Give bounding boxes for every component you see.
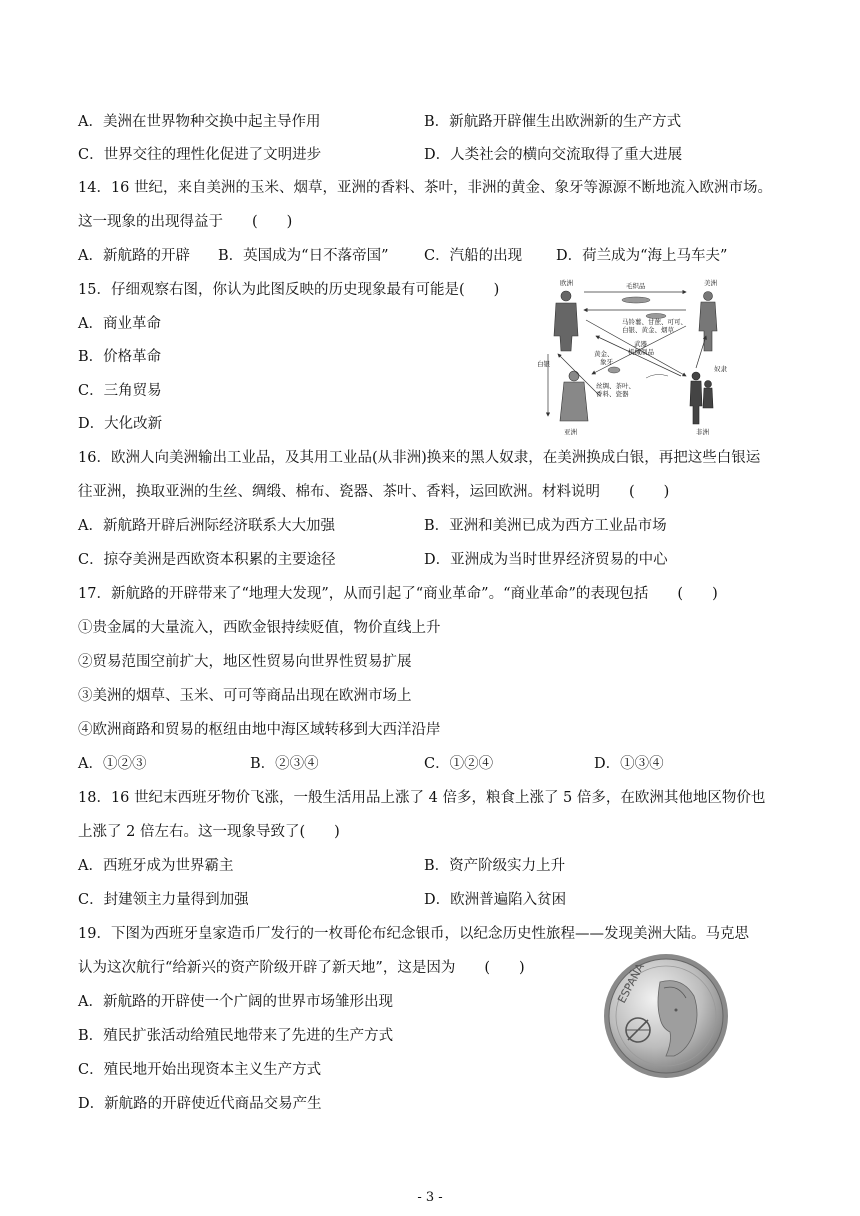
- q17-statement-2: ②贸易范围空前扩大，地区性贸易向世界性贸易扩展: [78, 654, 412, 670]
- q16-option-b: B．亚洲和美洲已成为西方工业品市场: [424, 518, 667, 534]
- fig-label-gold-ivory: 黄金、: [594, 350, 614, 358]
- q18-option-c: C．封建领主力量得到加强: [78, 892, 249, 908]
- q13-option-b: B．新航路开辟催生出欧洲新的生产方式: [424, 114, 682, 130]
- coin-inscription: ESPAÑA: [615, 961, 647, 1006]
- q16-option-d: D．亚洲成为当时世界经济贸易的中心: [424, 552, 668, 568]
- q14-option-d: D．荷兰成为“海上马车夫”: [556, 248, 728, 264]
- columbus-coin-image: [602, 952, 730, 1080]
- q19-option-c: C．殖民地开始出现资本主义生产方式: [78, 1062, 322, 1078]
- q19-stem-line2: 认为这次航行“给新兴的资产阶级开辟了新天地”，这是因为 ( ): [78, 960, 525, 976]
- fig-label-asia-goods2: 香料、瓷器: [596, 390, 629, 398]
- q15-option-c: C．三角贸易: [78, 383, 162, 399]
- fig-label-asia: 亚洲: [564, 428, 577, 436]
- page-number: - 3 -: [417, 1190, 443, 1205]
- triangle-trade-figure: [536, 276, 731, 436]
- q14-option-a: A．新航路的开辟: [78, 248, 190, 264]
- coin-icon: [602, 952, 730, 1080]
- q16-option-a: A．新航路开辟后洲际经济联系大大加强: [78, 518, 335, 534]
- fig-label-africa: 非洲: [696, 428, 709, 436]
- q18-stem-line2: 上涨了 2 倍左右。这一现象导致了( ): [78, 824, 340, 840]
- europe-figure-icon: [554, 291, 578, 351]
- fig-label-weapons: 武器: [634, 340, 647, 348]
- q19-option-a: A．新航路的开辟使一个广阔的世界市场雏形出现: [78, 994, 393, 1010]
- q14-stem-line2: 这一现象的出现得益于 ( ): [78, 214, 293, 230]
- q19-option-b: B．殖民扩张活动给殖民地带来了先进的生产方式: [78, 1028, 394, 1044]
- q19-option-d: D．新航路的开辟使近代商品交易产生: [78, 1096, 322, 1112]
- asia-figure-icon: [560, 371, 588, 421]
- q18-option-a: A．西班牙成为世界霸主: [78, 858, 234, 874]
- q17-statement-3: ③美洲的烟草、玉米、可可等商品出现在欧洲市场上: [78, 688, 412, 704]
- q17-option-c: C．①②④: [424, 756, 494, 772]
- q13-option-d: D．人类社会的横向交流取得了重大进展: [424, 147, 683, 163]
- q16-stem-line2: 往亚洲，换取亚洲的生丝、绸缎、棉布、瓷器、茶叶、香料，运回欧洲。材料说明 ( ): [78, 484, 670, 500]
- q18-stem-line1: 18．16 世纪末西班牙物价飞涨，一般生活用品上涨了 4 倍多，粮食上涨了 5 倍多，在欧洲其他地区物价也: [78, 790, 766, 806]
- q18-option-d: D．欧洲普遍陷入贫困: [424, 892, 567, 908]
- africa-figure-icon: [690, 372, 713, 424]
- fig-label-slaves: 奴隶: [714, 365, 727, 373]
- q15-stem: 15．仔细观察右图，你认为此图反映的历史现象最有可能是( ): [78, 282, 500, 298]
- fig-label-silver: 白银: [537, 360, 550, 368]
- q19-stem-line1: 19．下图为西班牙皇家造币厂发行的一枚哥伦布纪念银币，以纪念历史性旅程——发现美洲大陆。马克思: [78, 926, 749, 942]
- fig-label-goods-america: 马铃薯、甘蔗、可可、: [622, 318, 687, 326]
- triangle-trade-diagram: [536, 276, 731, 436]
- fig-label-gold-ivory2: 象牙: [600, 358, 613, 366]
- q17-stem: 17．新航路的开辟带来了“地理大发现”，从而引起了“商业革命”。“商业革命”的表现包括 ( ): [78, 586, 718, 602]
- q16-stem-line1: 16．欧洲人向美洲输出工业品，及其用工业品(从非洲)换来的黑人奴隶，在美洲换成白银，再把这些白银运: [78, 450, 761, 466]
- fig-label-europe: 欧洲: [560, 279, 573, 287]
- q13-option-a: A．美洲在世界物种交换中起主导作用: [78, 114, 321, 130]
- fig-label-machinery: 机械制品: [628, 348, 654, 356]
- fig-label-america: 美洲: [704, 279, 717, 287]
- q14-option-c: C．汽船的出现: [424, 248, 523, 264]
- q17-statement-1: ①贵金属的大量流入，西欧金银持续贬值，物价直线上升: [78, 620, 441, 636]
- fig-label-asia-goods: 丝绸、茶叶、: [596, 382, 635, 390]
- q17-option-b: B．②③④: [250, 756, 319, 772]
- fig-label-goods-america2: 白银、黄金、烟草: [622, 326, 674, 334]
- q15-option-b: B．价格革命: [78, 349, 162, 365]
- q13-option-c: C．世界交往的理性化促进了文明进步: [78, 147, 322, 163]
- q15-option-d: D．大化改新: [78, 416, 163, 432]
- q16-option-c: C．掠夺美洲是西欧资本积累的主要途径: [78, 552, 336, 568]
- q17-option-a: A．①②③: [78, 756, 147, 772]
- q15-option-a: A．商业革命: [78, 316, 161, 332]
- q17-option-d: D．①③④: [594, 756, 664, 772]
- america-figure-icon: [699, 292, 717, 352]
- fig-label-woollen: 毛织品: [626, 282, 646, 290]
- q18-option-b: B．资产阶级实力上升: [424, 858, 566, 874]
- q17-statement-4: ④欧洲商路和贸易的枢纽由地中海区域转移到大西洋沿岸: [78, 722, 441, 738]
- q14-option-b: B．英国成为“日不落帝国”: [218, 248, 389, 264]
- q14-stem-line1: 14．16 世纪，来自美洲的玉米、烟草，亚洲的香料、茶叶，非洲的黄金、象牙等源源不断地流入欧洲市场。: [78, 180, 773, 196]
